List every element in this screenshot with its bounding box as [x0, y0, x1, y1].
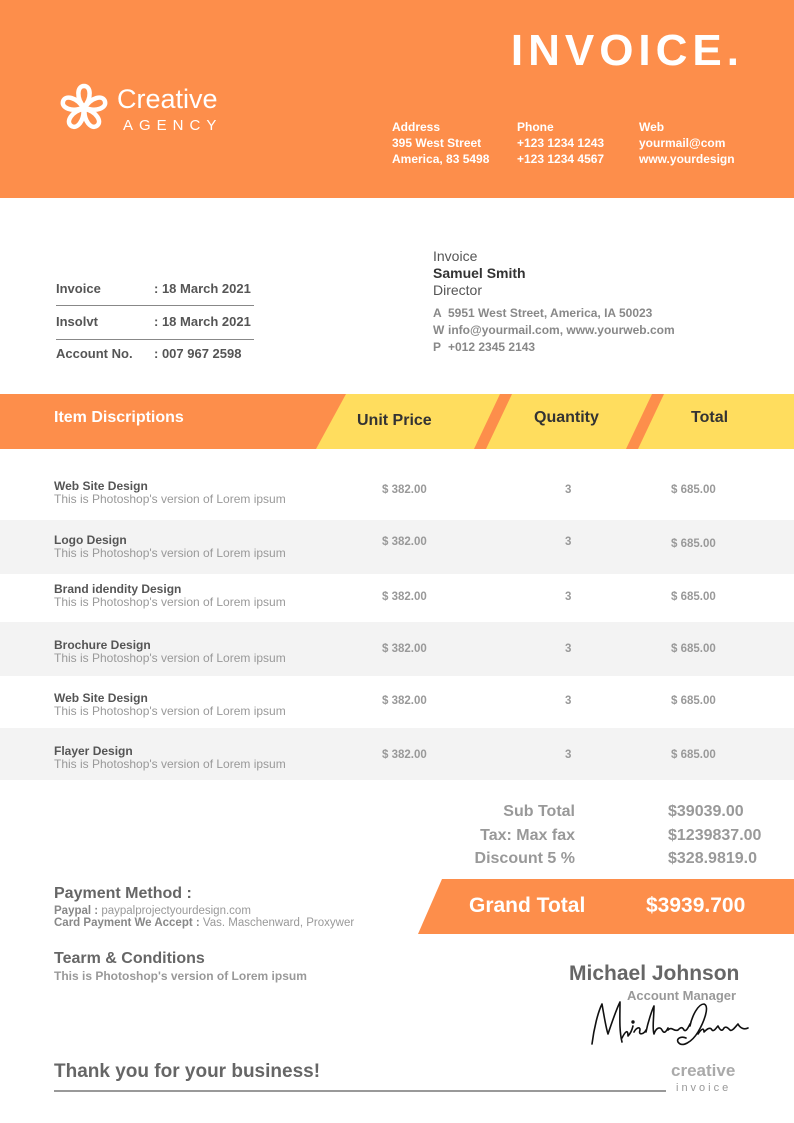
client-address: [433, 305, 675, 322]
header-phone: [517, 119, 604, 167]
card-payment-label: Card Payment We Accept :: [54, 917, 200, 929]
item-name: Logo Design: [54, 533, 127, 547]
client-phone: [433, 339, 675, 356]
handwritten-signature: [586, 998, 756, 1052]
paypal-label: Paypal :: [54, 905, 99, 917]
item-quantity: 3: [565, 591, 572, 603]
meta-value: : 18 March 2021: [154, 314, 251, 329]
tax-value: $1239837.00: [668, 827, 762, 844]
item-name: Web Site Design: [54, 691, 148, 705]
address-label: Address: [392, 120, 441, 134]
item-name: Brand idendity Design: [54, 582, 182, 596]
footer-divider: [54, 1090, 666, 1092]
client-role: Director: [433, 282, 483, 298]
terms-text: This is Photoshop's version of Lorem ipsum: [54, 969, 307, 983]
item-description: This is Photoshop's version of Lorem ipsum: [54, 595, 286, 609]
item-total: $ 685.00: [671, 749, 716, 761]
tax-label: Tax: Max fax: [480, 827, 575, 844]
item-quantity: 3: [565, 749, 572, 761]
card-payment-value: Vas. Maschenward, Proxywer: [202, 917, 355, 929]
brand-subtitle: AGENCY: [123, 117, 223, 134]
footer-brand-subtitle: invoice: [676, 1082, 732, 1094]
item-unit-price: $ 382.00: [382, 695, 427, 707]
card-payment-line: [54, 917, 354, 929]
item-description: This is Photoshop's version of Lorem ipsum: [54, 492, 286, 506]
item-description: This is Photoshop's version of Lorem ipsum: [54, 546, 286, 560]
item-quantity: 3: [565, 695, 572, 707]
item-total: $ 685.00: [671, 643, 716, 655]
grand-total-label: Grand Total: [469, 894, 586, 917]
address-line-2: America, 83 5498: [392, 152, 490, 166]
payment-method-heading: Payment Method :: [54, 885, 192, 902]
web-line-2: www.yourdesign: [639, 152, 735, 166]
header-unit-price: Unit Price: [357, 412, 432, 429]
header-quantity: Quantity: [534, 409, 599, 426]
client-phone-value: +012 2345 2143: [448, 340, 536, 354]
client-block: [433, 248, 675, 356]
header-web: [639, 119, 735, 167]
meta-label: Account No.: [56, 346, 133, 361]
signatory-name: Michael Johnson: [569, 962, 740, 985]
item-total: $ 685.00: [671, 591, 716, 603]
client-web-value: info@yourmail.com, www.yourweb.com: [448, 323, 675, 337]
client-address-value: 5951 West Street, America, IA 50023: [448, 306, 653, 320]
item-description: This is Photoshop's version of Lorem ipsum: [54, 757, 286, 771]
item-unit-price: $ 382.00: [382, 643, 427, 655]
item-name: Brochure Design: [54, 638, 151, 652]
item-total: $ 685.00: [671, 484, 716, 496]
item-description: This is Photoshop's version of Lorem ipsum: [54, 651, 286, 665]
item-unit-price: $ 382.00: [382, 484, 427, 496]
terms-heading: Tearm & Conditions: [54, 950, 205, 967]
footer-brand: creative: [671, 1061, 736, 1080]
brand-name: Creative: [117, 84, 218, 114]
client-heading: Invoice: [433, 248, 478, 264]
phone-label: Phone: [517, 120, 554, 134]
meta-label: Invoice: [56, 281, 101, 296]
item-name: Flayer Design: [54, 744, 133, 758]
item-unit-price: $ 382.00: [382, 749, 427, 761]
grand-total-value: $3939.700: [646, 894, 746, 917]
item-total: $ 685.00: [671, 695, 716, 707]
subtotal-value: $39039.00: [668, 803, 744, 820]
item-quantity: 3: [565, 484, 572, 496]
address-line-1: 395 West Street: [392, 136, 482, 150]
item-quantity: 3: [565, 643, 572, 655]
flower-logo-icon: [56, 80, 112, 136]
invoice-title: INVOICE.: [510, 26, 744, 75]
paypal-value: paypalprojectyourdesign.com: [101, 905, 251, 917]
item-description: This is Photoshop's version of Lorem ipsum: [54, 704, 286, 718]
item-name: Web Site Design: [54, 479, 148, 493]
address-key: A: [433, 306, 442, 320]
item-quantity: 3: [565, 536, 572, 548]
phone-line-1: +123 1234 1243: [517, 136, 605, 150]
meta-value: : 18 March 2021: [154, 281, 251, 296]
header-address: [392, 119, 489, 167]
header-total: Total: [691, 409, 729, 426]
client-name: Samuel Smith: [433, 265, 526, 281]
item-unit-price: $ 382.00: [382, 591, 427, 603]
paypal-line: [54, 905, 251, 917]
meta-divider: [56, 339, 254, 340]
subtotal-label: Sub Total: [503, 803, 575, 820]
meta-divider: [56, 305, 254, 306]
web-line-1: yourmail@com: [639, 136, 726, 150]
discount-label: Discount 5 %: [474, 850, 575, 867]
web-label: Web: [639, 120, 665, 134]
web-key: W: [433, 323, 445, 337]
phone-key: P: [433, 340, 442, 354]
phone-line-2: +123 1234 4567: [517, 152, 605, 166]
client-web: [433, 322, 675, 339]
thank-you-message: Thank you for your business!: [54, 1061, 321, 1082]
signatory-role: Account Manager: [627, 988, 737, 1003]
header-item-descriptions: Item Discriptions: [54, 409, 184, 426]
discount-value: $328.9819.0: [668, 850, 757, 867]
item-total: $ 685.00: [671, 538, 716, 550]
item-unit-price: $ 382.00: [382, 536, 427, 548]
meta-label: Insolvt: [56, 314, 98, 329]
meta-value: : 007 967 2598: [154, 346, 242, 361]
